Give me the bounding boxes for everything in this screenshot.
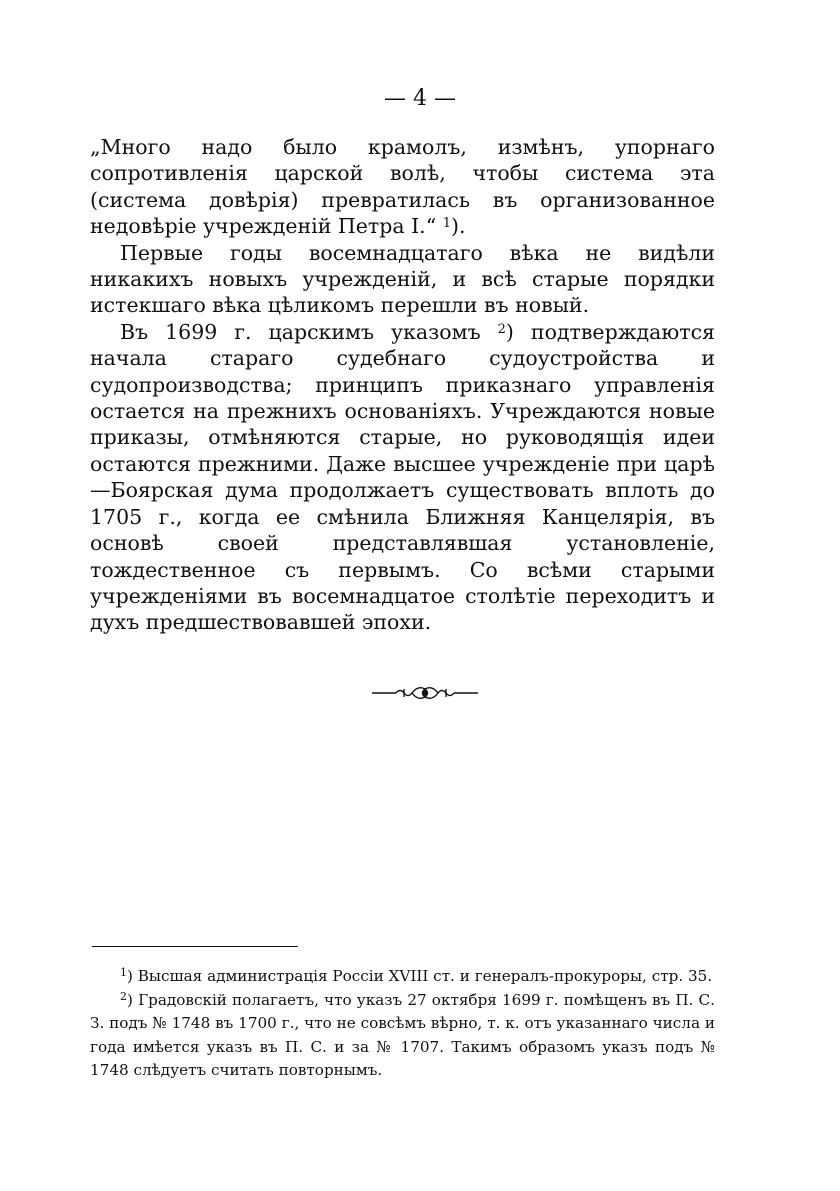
paragraph-quote <box>90 134 715 240</box>
paragraph-quote-text: „Много надо было крамолъ, измѣнъ, упорнаго сопротивленія царской волѣ, чтобы система эта (система довѣрія) превратилась въ организованное недовѣріе учрежденій Петра I.“ <box>90 135 715 239</box>
footnote-ref-1: 1 <box>442 216 451 232</box>
footnotes <box>90 965 715 1083</box>
paragraph-quote-tail: ). <box>450 214 466 239</box>
footnote-ref-2: 2 <box>497 321 506 337</box>
footnote-marker-1: 1 <box>120 966 127 979</box>
footnote-1-text: ) Высшая администрація Россіи XVIII ст. и генералъ-прокуроры, стр. 35. <box>127 967 713 985</box>
page-number: — 4 — <box>384 86 456 111</box>
footnote-2 <box>90 989 715 1083</box>
paragraph-1699-decree <box>90 319 715 636</box>
decorative-flourish-icon <box>370 683 480 703</box>
paragraph-1699-text-rest: ) подтверждаются начала стараго судебнаго судоустройства и судопроизводства; принципъ приказнаго управленія остается на прежнихъ основаніяхъ. Учреждаются новые приказы, отмѣняются старые, но руководящія идеи остаются прежними. Даже высшее учрежденіе при царѣ—Боярская дума продолжаетъ существовать вплоть до 1705 г., когда ее смѣнила Ближняя Канцелярія, въ основѣ своей представлявшая установленіе, тождественное съ первымъ. Со всѣми старыми учрежденіями въ восемнадцатое столѣтіе переходитъ и духъ предшествовавшей эпохи. <box>90 319 715 635</box>
paragraph-1699-text-start: Въ 1699 г. царскимъ указомъ <box>120 319 498 344</box>
footnote-marker-2: 2 <box>120 989 127 1003</box>
paragraph-early-years: Первые годы восемнадцатаго вѣка не видѣли никакихъ новыхъ учрежденій, и всѣ старые порядки истекшаго вѣка цѣликомъ перешли въ новый. <box>90 240 715 318</box>
footnote-2-text: ) Градовскій полагаетъ, что указъ 27 октября 1699 г. помѣщенъ въ П. С. З. подъ № 1748 въ 1700 г., что не совсѣмъ вѣрно, т. к. отъ указаннаго числа и года имѣется указъ въ П. С. и за № 1707. Такимъ образомъ указъ подъ № 1748 слѣдуетъ считать повторнымъ. <box>90 990 715 1080</box>
footnote-1 <box>90 965 715 989</box>
footnote-separator <box>92 946 298 947</box>
main-text <box>90 134 715 636</box>
